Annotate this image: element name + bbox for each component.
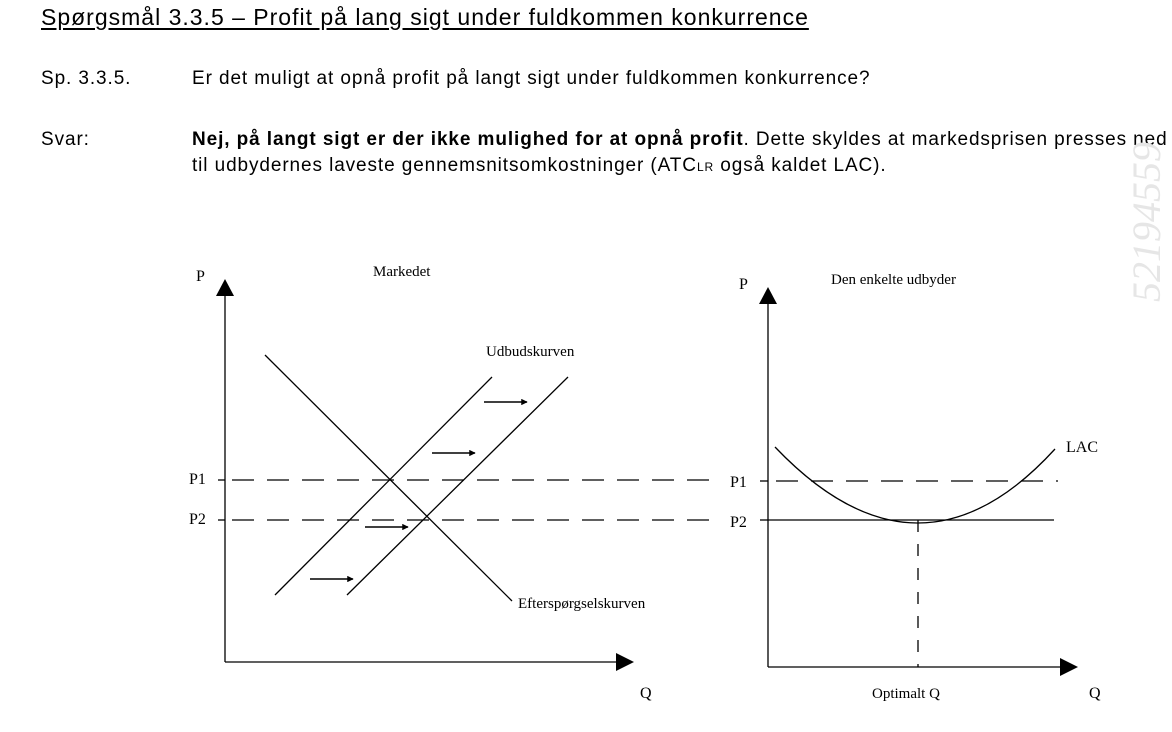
firm-p2-label: P2 xyxy=(730,514,747,531)
watermark-text: 52194559 xyxy=(1124,142,1169,302)
supply-curve-original xyxy=(275,377,492,595)
firm-title: Den enkelte udbyder xyxy=(831,272,956,288)
page-title: Spørgsmål 3.3.5 – Profit på lang sigt under fuldkommen konkurrence xyxy=(41,4,809,30)
answer-body-1: . Dette skyldes at markedsprisen presses ned til udbydernes laveste gennemsnitsomkostninger (ATC xyxy=(192,129,1168,176)
optimal-q-label: Optimalt Q xyxy=(872,686,940,702)
lac-curve xyxy=(775,447,1055,523)
question-label: Sp. 3.3.5. xyxy=(41,68,132,89)
market-p1-label: P1 xyxy=(189,471,206,488)
demand-curve-label: Efterspørgselskurven xyxy=(518,596,646,612)
firm-x-label: Q xyxy=(1089,685,1101,702)
market-x-label: Q xyxy=(640,685,652,702)
firm-y-arrow xyxy=(759,287,777,304)
market-y-label: P xyxy=(196,268,205,285)
firm-chart xyxy=(730,272,1101,702)
market-p2-label: P2 xyxy=(189,511,206,528)
firm-p1-label: P1 xyxy=(730,474,747,491)
supply-curve-shifted xyxy=(347,377,568,595)
lac-curve-label: LAC xyxy=(1066,439,1098,456)
answer-subscript: LR xyxy=(696,160,715,174)
answer-body-2: også kaldet LAC). xyxy=(714,155,887,176)
answer-bold-text: Nej, på langt sigt er der ikke mulighed for at opnå profit xyxy=(192,129,744,150)
demand-curve xyxy=(265,355,512,601)
answer-label: Svar: xyxy=(41,129,90,150)
market-title: Markedet xyxy=(373,264,431,280)
supply-curve-label: Udbudskurven xyxy=(486,344,575,360)
question-text: Er det muligt at opnå profit på langt sigt under fuldkommen konkurrence? xyxy=(192,68,871,89)
market-y-arrow xyxy=(216,279,234,296)
firm-y-label: P xyxy=(739,276,748,293)
market-chart xyxy=(189,264,652,702)
firm-x-arrow xyxy=(1060,658,1078,676)
market-x-arrow xyxy=(616,653,634,671)
